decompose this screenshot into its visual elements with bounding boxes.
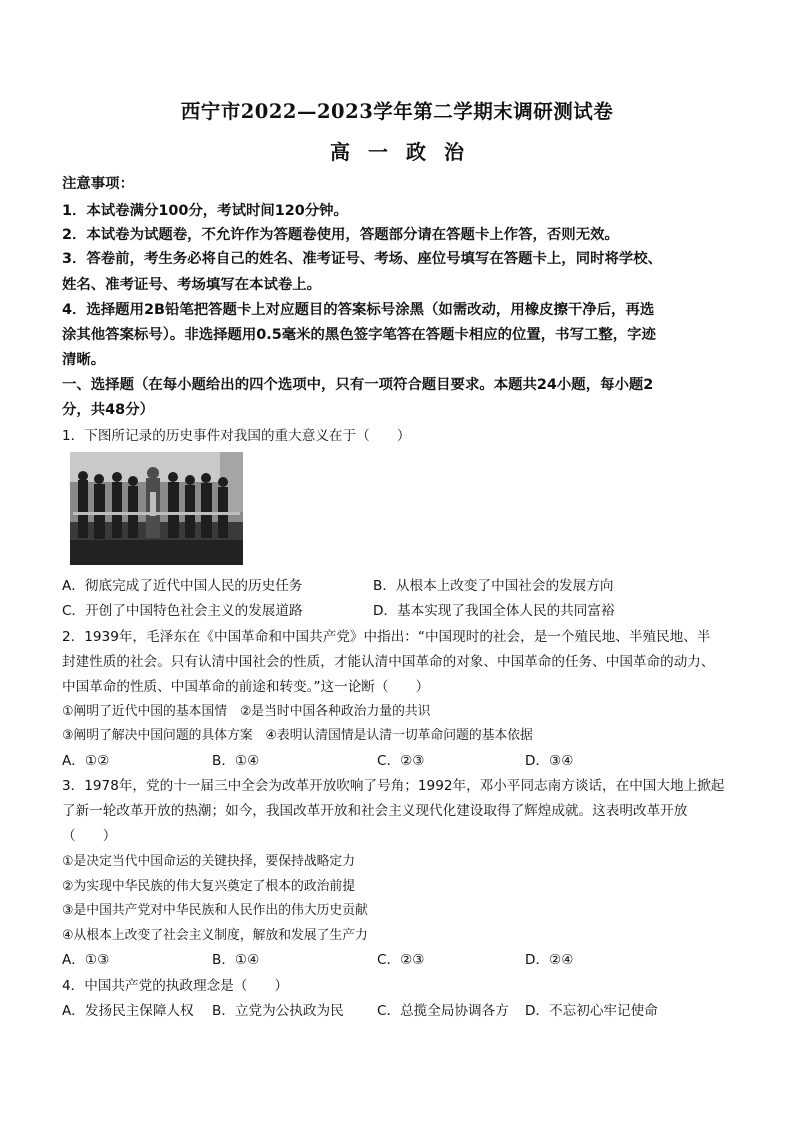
question-1-option-b: B．从根本上改变了中国社会的发展方向 <box>373 578 614 594</box>
question-4-option-b: B．立党为公执政为民 <box>212 1003 344 1019</box>
notice-item: 姓名、准考证号、考场填写在本试卷上。 <box>62 277 322 293</box>
notice-item: 4．选择题用2B铅笔把答题卡上对应题目的答案标号涂黑（如需改动，用橡皮擦干净后，再选 <box>62 302 655 318</box>
question-3-stem-cont: 了新一轮改革开放的热潮；如今，我国改革开放和社会主义现代化建设取得了辉煌成就。这表明改革开放 <box>62 803 688 819</box>
question-2-statements: ③阐明了解决中国问题的具体方案 ④表明认清国情是认清一切革命问题的基本依据 <box>62 728 533 743</box>
question-3-statement: ④从根本上改变了社会主义制度，解放和发展了生产力 <box>62 928 368 943</box>
historical-photo <box>70 452 243 565</box>
question-3-statement: ①是决定当代中国命运的关键抉择，要保持战略定力 <box>62 854 356 869</box>
question-1-option-d: D．基本实现了我国全体人民的共同富裕 <box>373 603 615 619</box>
question-3-option-a: A．①③ <box>62 952 110 968</box>
question-2-option-a: A．①② <box>62 753 110 769</box>
question-2-stem: 2．1939年，毛泽东在《中国革命和中国共产党》中指出：“中国现时的社会，是一个殖民地、半殖民地、半 <box>62 629 711 645</box>
question-3-stem-cont: （ ） <box>62 828 117 844</box>
question-3-stem: 3．1978年，党的十一届三中全会为改革开放吹响了号角；1992年，邓小平同志南方谈话，在中国大地上掀起 <box>62 778 725 794</box>
question-2-option-d: D．③④ <box>525 753 574 769</box>
notice-heading: 注意事项： <box>62 176 134 192</box>
question-2-statements: ①阐明了近代中国的基本国情 ②是当时中国各种政治力量的共识 <box>62 704 431 719</box>
section-heading: 一、选择题（在每小题给出的四个选项中，只有一项符合题目要求。本题共24小题，每小题2 <box>62 377 654 393</box>
question-4-option-d: D．不忘初心牢记使命 <box>525 1003 658 1019</box>
notice-item: 涂其他答案标号）。非选择题用0.5毫米的黑色签字笔答在答题卡相应的位置，书写工整，字迹 <box>62 327 656 343</box>
question-1-option-c: C．开创了中国特色社会主义的发展道路 <box>62 603 303 619</box>
question-3-option-d: D．②④ <box>525 952 574 968</box>
question-2-option-b: B．①④ <box>212 753 260 769</box>
question-3-option-c: C．②③ <box>377 952 425 968</box>
question-4-option-c: C．总揽全局协调各方 <box>377 1003 509 1019</box>
section-heading-cont: 分，共48分） <box>62 402 154 418</box>
notice-item: 1．本试卷满分100分，考试时间120分钟。 <box>62 203 348 219</box>
question-3-option-b: B．①④ <box>212 952 260 968</box>
question-2-stem-cont: 封建性质的社会。只有认清中国社会的性质，才能认清中国革命的对象、中国革命的任务、中国革命的动力、 <box>62 654 715 670</box>
question-2-option-c: C．②③ <box>377 753 425 769</box>
question-3-statement: ②为实现中华民族的伟大复兴奠定了根本的政治前提 <box>62 879 356 894</box>
notice-item: 3．答卷前，考生务必将自己的姓名、准考证号、考场、座位号填写在答题卡上，同时将学校、 <box>62 251 663 267</box>
question-4-option-a: A．发扬民主保障人权 <box>62 1003 194 1019</box>
notice-item: 清晰。 <box>62 352 106 368</box>
question-1-option-a: A．彻底完成了近代中国人民的历史任务 <box>62 578 303 594</box>
question-3-statement: ③是中国共产党对中华民族和人民作出的伟大历史贡献 <box>62 903 368 918</box>
question-1-stem: 1．下图所记录的历史事件对我国的重大意义在于（ ） <box>62 428 411 444</box>
exam-title: 西宁市2022—2023学年第二学期末调研测试卷 <box>180 100 614 123</box>
notice-item: 2．本试卷为试题卷，不允许作为答题卷使用，答题部分请在答题卡上作答，否则无效。 <box>62 227 619 243</box>
question-2-stem-cont: 中国革命的性质、中国革命的前途和转变。”这一论断（ ） <box>62 679 430 695</box>
exam-subtitle: 高一政治 <box>330 140 482 164</box>
question-4-stem: 4．中国共产党的执政理念是（ ） <box>62 978 289 994</box>
